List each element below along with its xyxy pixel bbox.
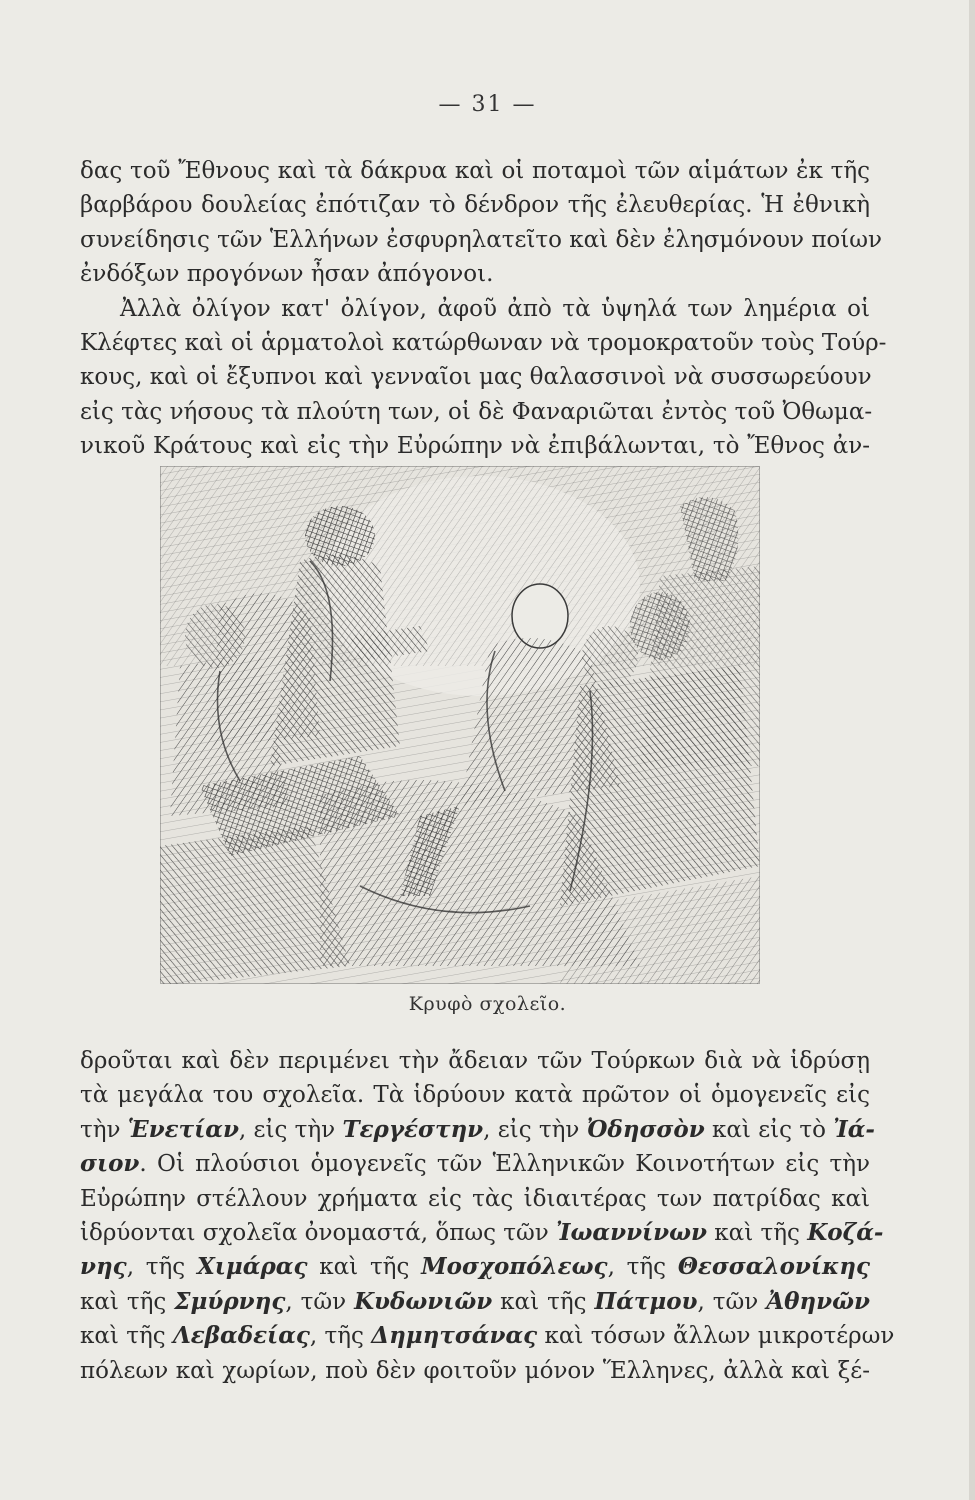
place-name: Ἑνετίαν	[127, 1115, 239, 1143]
place-name: Ἰωαννίνων	[556, 1219, 707, 1247]
text-line: συνείδησις τῶν Ἑλλήνων ἐσφυρηλατεῖτο καὶ δὲν ἐλησμόνουν ποίων	[80, 226, 883, 253]
place-name: Κοζά-	[807, 1219, 884, 1247]
place-name: Λεβαδείας	[172, 1322, 310, 1350]
text-line: βαρβάρου δουλείας ἐπότιζαν τὸ δένδρον τῆς ἐλευθερίας. Ἡ ἐθνικὴ	[80, 192, 870, 219]
paragraph-bottom	[80, 1044, 895, 1388]
text-line: ἐνδόξων προγόνων ἦσαν ἀπόγονοι.	[80, 261, 494, 288]
figure-caption: Κρυφὸ σχολεῖο.	[408, 993, 567, 1015]
place-name: Χιμάρας	[196, 1253, 308, 1281]
place-name: Δημητσάνας	[371, 1322, 538, 1350]
place-name: Σμύρνης	[174, 1287, 286, 1315]
place-name: Πάτμου	[594, 1287, 698, 1315]
text-line: σιον. Οἱ πλούσιοι ὁμογενεῖς τῶν Ἑλληνικῶν Κοινοτήτων εἰς τὴν	[80, 1150, 870, 1178]
paragraph-top	[80, 154, 887, 464]
place-name: Ὀδησσὸν	[586, 1115, 705, 1143]
text-line: καὶ τῆς Σμύρνης, τῶν Κυδωνιῶν καὶ τῆς Πάτμου, τῶν Ἀθηνῶν	[80, 1287, 870, 1315]
page-number: — 31 —	[438, 92, 537, 117]
place-name: Ἰά-	[833, 1115, 875, 1143]
text-line: Ἀλλὰ ὀλίγον κατ' ὀλίγον, ἀφοῦ ἀπὸ τὰ ὑψηλά των λημέρια οἱ	[120, 295, 870, 322]
text-line: νης, τῆς Χιμάρας καὶ τῆς Μοσχοπόλεως, τῆς Θεσσαλονίκης	[80, 1253, 870, 1281]
page-edge	[969, 0, 975, 1500]
engraving-illustration	[160, 466, 760, 984]
text-line: κους, καὶ οἱ ἔξυπνοι καὶ γενναῖοι μας θαλασσινοὶ νὰ συσσωρεύουν	[80, 364, 872, 391]
place-name: νης	[80, 1253, 127, 1281]
text-line: Κλέφτες καὶ οἱ ἁρματολοὶ κατώρθωναν νὰ τρομοκρατοῦν τοὺς Τούρ-	[80, 330, 887, 357]
engraving-secret-school	[160, 466, 760, 984]
place-name: Τεργέστην	[342, 1115, 484, 1143]
text-line: νικοῦ Κράτους καὶ εἰς τὴν Εὐρώπην νὰ ἐπιβάλωνται, τὸ Ἔθνος ἀν-	[80, 433, 870, 460]
place-name: Κυδωνιῶν	[354, 1287, 493, 1315]
text-line: τὴν Ἑνετίαν, εἰς τὴν Τεργέστην, εἰς τὴν Ὀδησσὸν καὶ εἰς τὸ Ἰά-	[80, 1115, 875, 1143]
text-line: εἰς τὰς νήσους τὰ πλούτη των, οἱ δὲ Φαναριῶται ἐντὸς τοῦ Ὀθωμα-	[80, 398, 873, 425]
text-line: δας τοῦ Ἔθνους καὶ τὰ δάκρυα καὶ οἱ ποταμοὶ τῶν αἱμάτων ἐκ τῆς	[80, 158, 870, 184]
text-line: Εὐρώπην στέλλουν χρήματα εἰς τὰς ἰδιαιτέρας των πατρίδας καὶ	[80, 1185, 870, 1212]
place-name: Ἀθηνῶν	[766, 1287, 870, 1315]
text-line: καὶ τῆς Λεβαδείας, τῆς Δημητσάνας καὶ τόσων ἄλλων μικροτέρων	[80, 1322, 895, 1350]
text-line: πόλεων καὶ χωρίων, ποὺ δὲν φοιτοῦν μόνον Ἕλληνες, ἀλλὰ καὶ ξέ-	[80, 1357, 870, 1384]
place-name: σιον	[80, 1150, 140, 1178]
text-line: ἱδρύονται σχολεῖα ὀνομαστά, ὅπως τῶν Ἰωαννίνων καὶ τῆς Κοζά-	[80, 1219, 884, 1247]
text-line: δροῦται καὶ δὲν περιμένει τὴν ἄδειαν τῶν Τούρκων διὰ νὰ ἱδρύσῃ	[80, 1048, 870, 1074]
place-name: Μοσχοπόλεως	[421, 1253, 608, 1281]
place-name: Θεσσαλονίκης	[677, 1253, 870, 1281]
text-line: τὰ μεγάλα του σχολεῖα. Τὰ ἱδρύουν κατὰ πρῶτον οἱ ὁμογενεῖς εἰς	[80, 1082, 870, 1109]
